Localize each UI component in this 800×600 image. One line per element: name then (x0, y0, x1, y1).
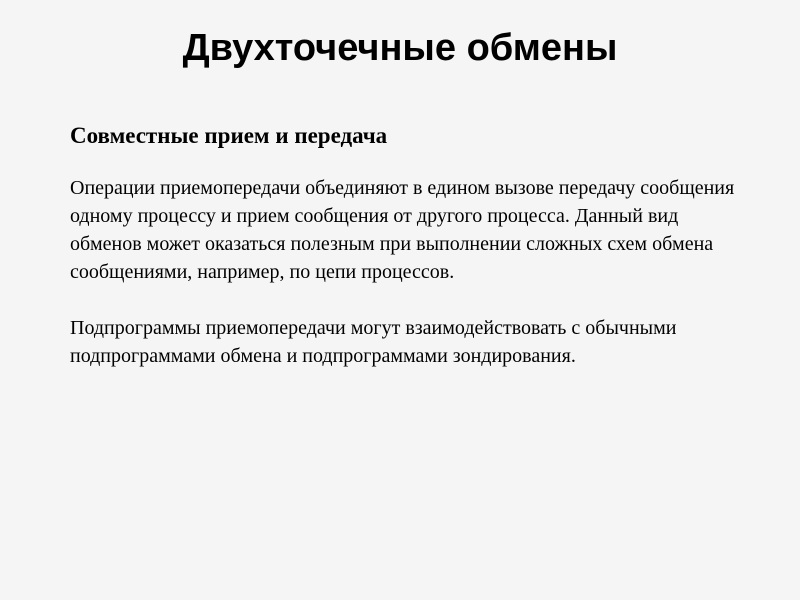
slide-title: Двухточечные обмены (182, 27, 618, 69)
paragraph-sendrecv: Операции приемопередачи объединяют в едином вызове передачу сообщения одному процессу и прием сообщения от другого процесса. Данный вид обменов может оказаться полезным при выполнении сложных схем обмена сообщениями, например, по цепи процессов. (70, 177, 735, 283)
paragraph-compatibility: Подпрограммы приемопередачи могут взаимодействовать с обычными подпрограммами обмена и подпрограммами зондирования. (70, 317, 677, 367)
slide-content (70, 120, 750, 398)
slide-subtitle: Совместные прием и передача (70, 123, 388, 148)
